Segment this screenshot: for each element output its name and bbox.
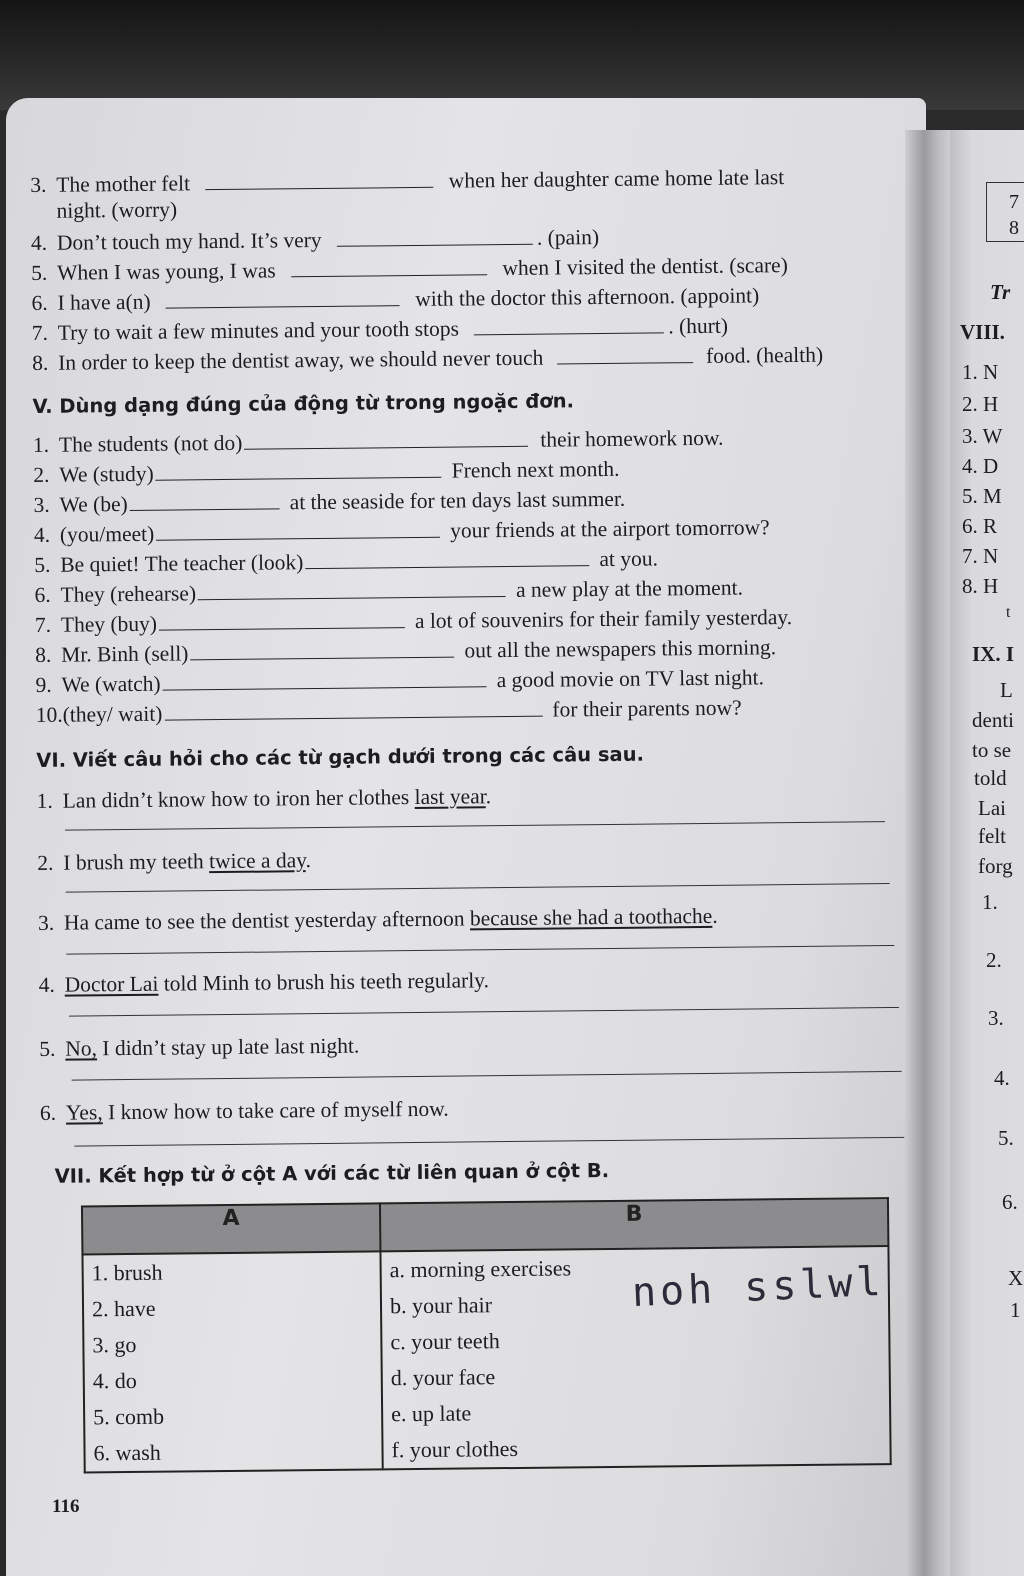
exercise-item: 5. When I was young, I was when I visited the dentist. (scare)	[31, 253, 788, 285]
answer-blank[interactable]	[163, 668, 487, 690]
answer-blank[interactable]	[291, 256, 487, 277]
answer-blank[interactable]	[156, 519, 440, 541]
right-fragment: t	[1006, 604, 1011, 621]
column-b-item: e. up late	[391, 1400, 472, 1427]
answer-blank[interactable]	[244, 428, 528, 450]
exercise-item-cont: night. (worry)	[56, 197, 178, 223]
column-b-item: d. your face	[390, 1364, 496, 1391]
question-item: 6. Yes, I know how to take care of myself now.	[39, 1096, 449, 1125]
right-viii-item: 7. N	[962, 544, 999, 568]
answer-blank[interactable]	[198, 578, 506, 600]
exercise-item: 8. In order to keep the dentist away, we should never touch food. (health)	[32, 342, 824, 375]
exercise-item: 2. We (study) French next month.	[33, 456, 620, 487]
right-ix-word: told	[974, 766, 1007, 790]
column-a-item: 5. comb	[93, 1403, 165, 1430]
right-viii-item: 4. D	[962, 454, 999, 478]
column-a-header: A	[82, 1203, 380, 1254]
answer-blank[interactable]	[166, 287, 400, 308]
handwritten-note: noh sslwl	[630, 1258, 886, 1317]
exercise-item: 8. Mr. Binh (sell) out all the newspapers this morning.	[35, 635, 777, 667]
right-ix-word: Lai	[978, 796, 1006, 820]
answer-blank[interactable]	[305, 547, 589, 569]
column-b-item: c. your teeth	[390, 1328, 500, 1355]
column-b-item: a. morning exercises	[389, 1255, 572, 1283]
column-a-cell	[82, 1251, 382, 1472]
section-v-title: V. Dùng dạng đúng của động từ trong ngoặc đơn.	[32, 389, 575, 418]
exercise-item: 3. We (be) at the seaside for ten days last summer.	[33, 486, 626, 517]
exercise-item: 4. Don’t touch my hand. It’s very . (pain)	[30, 225, 600, 255]
column-b-item: b. your hair	[389, 1292, 493, 1319]
matching-table	[81, 1197, 892, 1473]
right-ix-word: denti	[972, 708, 1014, 732]
exercise-item: 3. The mother felt when her daughter came home late last	[30, 165, 785, 197]
right-ix: IX. I	[972, 642, 1015, 666]
answer-blank[interactable]	[159, 609, 405, 631]
right-viii-item: 6. R	[962, 514, 998, 538]
question-item: 2. I brush my teeth twice a day.	[37, 848, 312, 875]
question-item: 1. Lan didn’t know how to iron her clothes last year.	[36, 784, 492, 813]
right-ix-item: 6.	[1002, 1190, 1018, 1214]
right-extra: 1	[1010, 1298, 1021, 1322]
question-item: 4. Doctor Lai told Minh to brush his teeth regularly.	[38, 968, 490, 997]
exercise-item: 6. I have a(n) with the doctor this afternoon. (appoint)	[31, 283, 760, 315]
answer-blank[interactable]	[205, 169, 433, 190]
background-top	[0, 0, 1024, 110]
column-a-item: 2. have	[91, 1295, 156, 1322]
right-ix-word: L	[1000, 678, 1013, 702]
right-viii-item: 3. W	[962, 424, 1003, 448]
exercise-item: 4. (you/meet) your friends at the airport tomorrow?	[33, 515, 770, 547]
column-b-item: f. your clothes	[391, 1435, 519, 1463]
right-ix-item: 3.	[988, 1006, 1004, 1030]
right-ix-word: forg	[978, 854, 1013, 878]
right-page	[950, 130, 1024, 1576]
exercise-item: 10.(they/ wait) for their parents now?	[35, 695, 742, 727]
right-num-8: 8	[1009, 217, 1019, 239]
answer-blank[interactable]	[474, 314, 664, 335]
question-item: 3. Ha came to see the dentist yesterday afternoon because she had a toothache.	[37, 903, 718, 935]
column-b-header: B	[380, 1198, 888, 1251]
question-item: 5. No, I didn’t stay up late last night.	[39, 1033, 360, 1061]
answer-blank[interactable]	[164, 698, 542, 721]
right-ix-item: 4.	[994, 1066, 1010, 1090]
page-number: 116	[52, 1496, 80, 1517]
answer-blank[interactable]	[156, 459, 442, 481]
right-ix-item: 1.	[982, 890, 998, 914]
exercise-item: 6. They (rehearse) a new play at the moment.	[34, 575, 744, 607]
right-ix-item: 5.	[998, 1126, 1014, 1150]
right-viii-item: 8. H	[962, 574, 999, 598]
answer-blank[interactable]	[190, 639, 454, 661]
section-vii-title: VII. Kết hợp từ ở cột A với các từ liên quan ở cột B.	[54, 1158, 610, 1188]
column-a-item: 3. go	[92, 1331, 137, 1358]
right-ix-word: to se	[972, 738, 1012, 762]
book-gutter	[905, 130, 953, 1576]
exercise-item: 7. They (buy) a lot of souvenirs for their family yesterday.	[34, 605, 793, 637]
column-a-item: 6. wash	[93, 1439, 161, 1466]
right-tr: Tr	[990, 280, 1011, 304]
right-extra: X	[1008, 1266, 1024, 1290]
section-vi-title: VI. Viết câu hỏi cho các từ gạch dưới trong các câu sau.	[36, 742, 645, 772]
exercise-item: 5. Be quiet! The teacher (look) at you.	[34, 546, 659, 577]
answer-blank[interactable]	[337, 226, 533, 247]
answer-blank[interactable]	[130, 490, 280, 511]
exercise-item: 7. Try to wait a few minutes and your tooth stops . (hurt)	[31, 313, 729, 345]
column-a-item: 1. brush	[91, 1259, 163, 1286]
right-viii-item: 5. M	[962, 484, 1002, 508]
answer-blank[interactable]	[557, 344, 693, 364]
right-viii-item: 1. N	[962, 360, 999, 384]
right-viii: VIII.	[960, 320, 1005, 344]
exercise-item: 1. The students (not do) their homework now.	[32, 425, 724, 457]
exercise-item: 9. We (watch) a good movie on TV last night.	[35, 665, 765, 697]
right-ix-item: 2.	[986, 948, 1002, 972]
right-num-7: 7	[1009, 191, 1019, 213]
right-ix-word: felt	[978, 824, 1006, 848]
right-box	[986, 182, 1024, 242]
right-viii-item: 2. H	[962, 392, 999, 416]
column-a-item: 4. do	[92, 1367, 137, 1394]
